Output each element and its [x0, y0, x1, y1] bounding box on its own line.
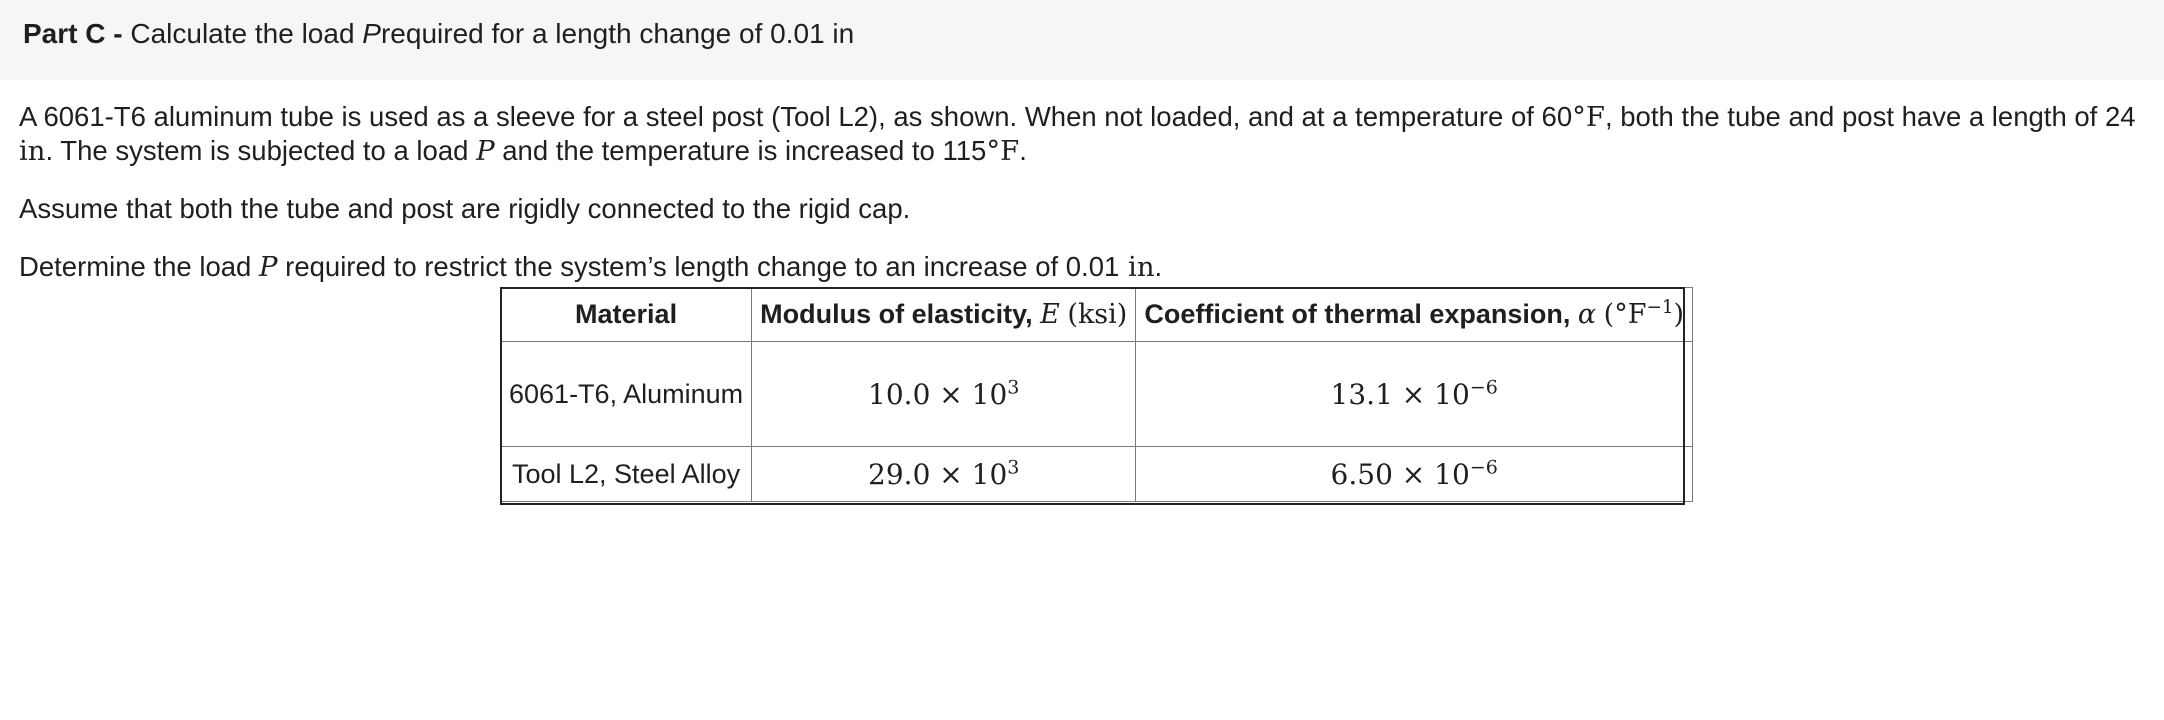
- problem-paragraph-2: Assume that both the tube and post are rigidly connected to the rigid cap.: [19, 193, 911, 224]
- part-label: Part C -: [23, 18, 123, 49]
- cell-material: 6061-T6, Aluminum: [501, 342, 752, 447]
- modulus-mantissa: 10.0 × 10: [868, 377, 1008, 411]
- cell-modulus: [752, 447, 1136, 502]
- header-thermal-symbol: α: [1577, 299, 1597, 330]
- para3-unit-in: in: [1119, 251, 1155, 283]
- header-thermal-unit-open: (°F: [1603, 299, 1647, 330]
- material-properties-table: [500, 287, 1693, 502]
- part-title-pre: Calculate the load: [130, 18, 355, 49]
- thermal-mantissa: 13.1 × 10: [1330, 377, 1470, 411]
- modulus-exponent: 3: [1007, 456, 1020, 479]
- para1-text-d: and the temperature is increased to 115: [502, 135, 987, 166]
- para3-symbol-p: P: [259, 251, 278, 283]
- header-modulus: [752, 288, 1136, 342]
- para1-text-b: , both the tube and post have a length of 24: [1604, 101, 2136, 132]
- header-modulus-text: Modulus of elasticity,: [760, 299, 1033, 329]
- problem-paragraph-3: [19, 250, 2149, 284]
- cell-thermal: [1136, 447, 1693, 502]
- header-thermal-text: Coefficient of thermal expansion,: [1144, 299, 1571, 329]
- cell-material: Tool L2, Steel Alloy: [501, 447, 752, 502]
- header-modulus-unit: (ksi): [1067, 299, 1128, 330]
- header-modulus-symbol: E: [1040, 299, 1060, 330]
- para1-unit-degf: °F: [1572, 101, 1605, 133]
- thermal-exponent: −6: [1469, 376, 1498, 399]
- header-material: Material: [501, 288, 752, 342]
- modulus-exponent: 3: [1007, 376, 1020, 399]
- para1-unit-degf-2: °F: [986, 135, 1020, 167]
- para1-text-e: .: [1019, 135, 1027, 166]
- para1-symbol-p: P: [476, 135, 495, 167]
- cell-thermal: [1136, 342, 1693, 447]
- table-row: [501, 447, 1693, 502]
- problem-paragraph-1: [19, 100, 2149, 168]
- para1-text-a: A 6061-T6 aluminum tube is used as a sleeve for a steel post (Tool L2), as shown. When not loaded, and at a temperature of 60: [19, 101, 1573, 132]
- para3-text-b: required to restrict the system’s length change to an increase of 0.01: [285, 251, 1120, 282]
- thermal-exponent: −6: [1469, 456, 1498, 479]
- header-thermal-unit-close: ): [1673, 299, 1685, 330]
- header-thermal: [1136, 288, 1693, 342]
- part-header[interactable]: [0, 0, 2164, 80]
- para1-text-c: . The system is subjected to a load: [45, 135, 469, 166]
- table-header-row: [501, 288, 1693, 342]
- cell-modulus: [752, 342, 1136, 447]
- header-thermal-unit-exp: −1: [1646, 296, 1674, 318]
- part-title-post: required for a length change of 0.01 in: [380, 18, 855, 49]
- para3-text-a: Determine the load: [19, 251, 252, 282]
- modulus-mantissa: 29.0 × 10: [868, 457, 1008, 491]
- table-row: [501, 342, 1693, 447]
- part-title-symbol: P: [362, 18, 381, 49]
- problem-statement: [19, 100, 2149, 284]
- thermal-mantissa: 6.50 × 10: [1330, 457, 1470, 491]
- para3-text-c: .: [1154, 251, 1163, 282]
- para1-unit-in: in: [19, 135, 46, 167]
